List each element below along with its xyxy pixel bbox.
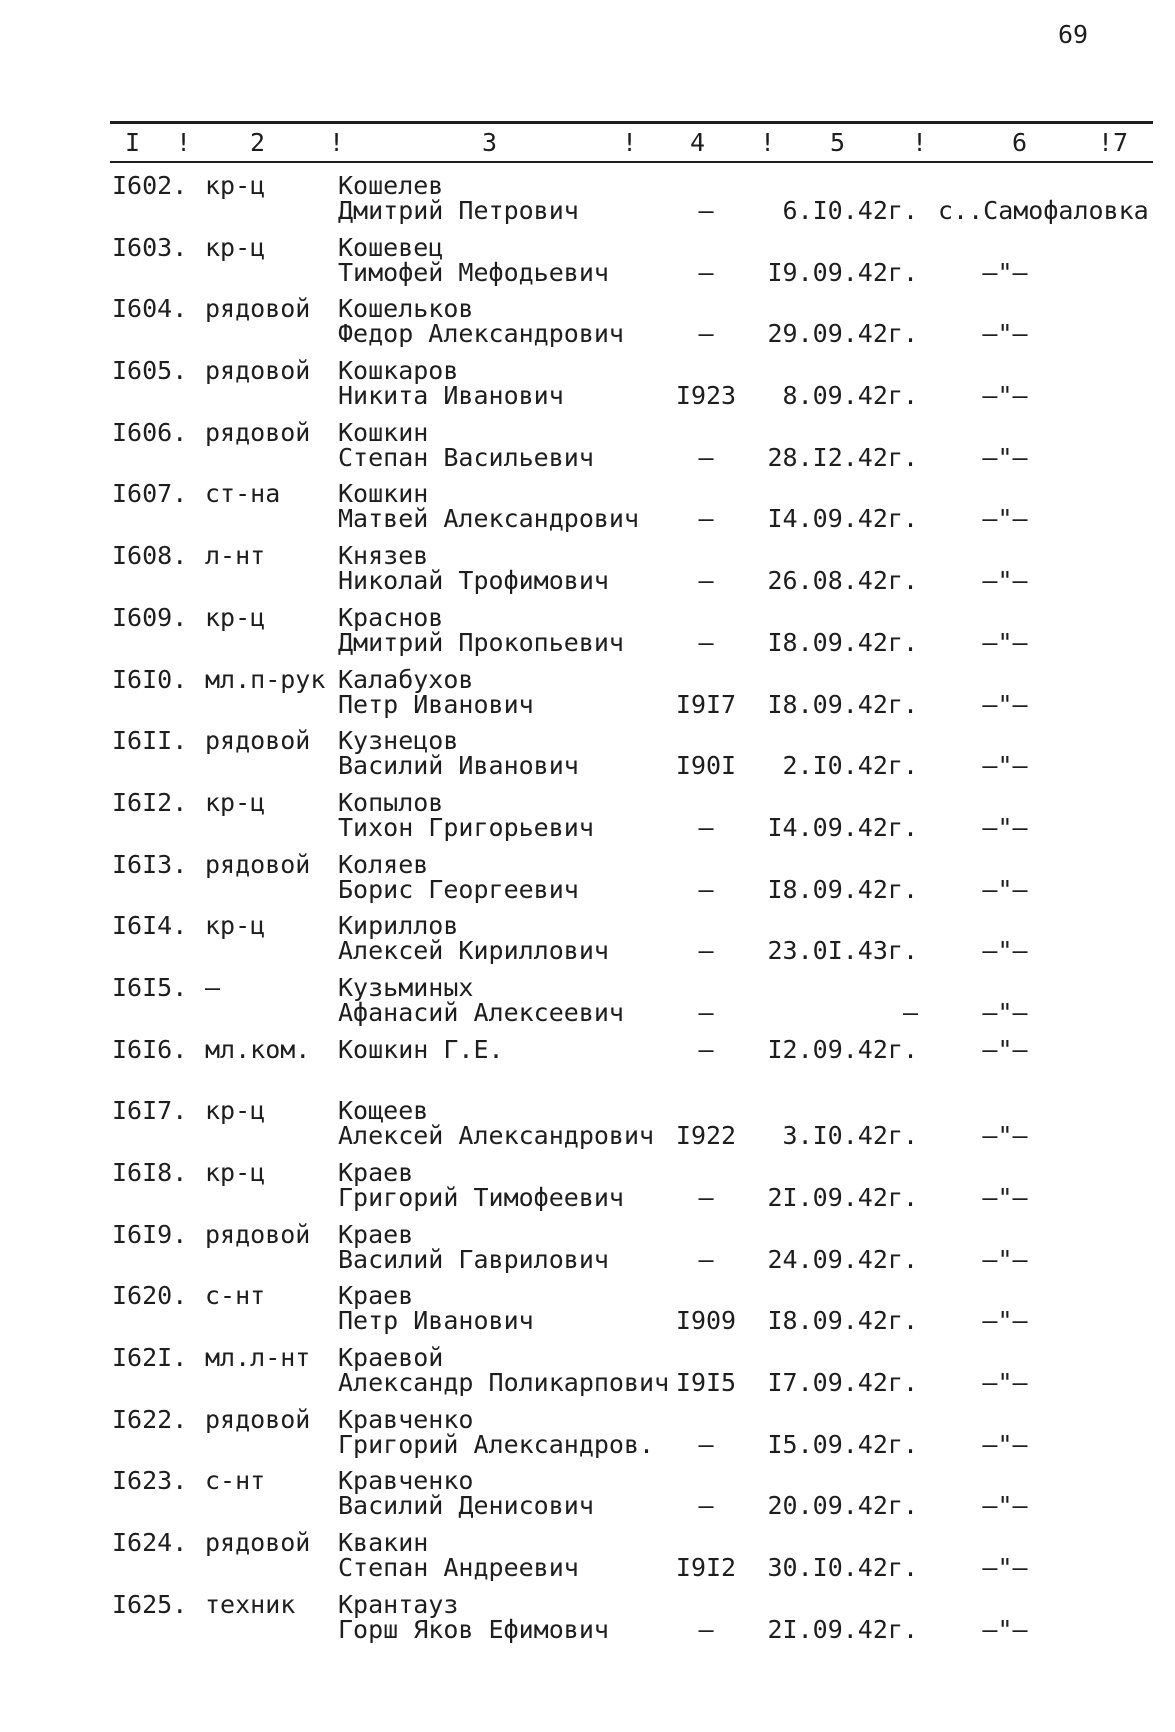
date: 29.09.42г. xyxy=(767,319,918,349)
surname: Краевой xyxy=(338,1343,444,1373)
rank: ст-на xyxy=(205,479,281,509)
rank: мл.ком. xyxy=(205,1034,311,1064)
rank: рядовой xyxy=(205,1219,311,1249)
surname: Крантауз xyxy=(338,1589,459,1619)
rank: рядовой xyxy=(205,726,311,756)
surname: Кошкин xyxy=(338,479,429,509)
surname: Краев xyxy=(338,1281,414,1311)
place: –"– xyxy=(982,566,1028,596)
birth-year: – xyxy=(698,319,714,349)
place: –"– xyxy=(982,1244,1028,1274)
place: –"– xyxy=(982,1183,1028,1212)
place: –"– xyxy=(982,997,1028,1027)
surname: Князев xyxy=(338,541,429,571)
date: 2I.09.42г. xyxy=(767,1183,918,1212)
date: I4.09.42г. xyxy=(767,812,918,842)
record-number: I622. xyxy=(112,1404,188,1434)
rank: рядовой xyxy=(205,849,311,879)
surname: Калабухов xyxy=(338,664,474,694)
rank: рядовой xyxy=(205,417,311,447)
record-number: I604. xyxy=(112,294,188,324)
given-name: Дмитрий Петрович xyxy=(338,196,579,225)
birth-year: – xyxy=(698,1429,714,1459)
rank: кр-ц xyxy=(205,1096,266,1126)
record-number: I602. xyxy=(112,171,188,200)
date: 2I.09.42г. xyxy=(767,1614,918,1644)
surname: Краев xyxy=(338,1219,414,1249)
given-name: Матвей Александрович xyxy=(338,504,640,534)
given-name: Алексей Александрович xyxy=(338,1121,655,1151)
surname: Коляев xyxy=(338,849,429,879)
given-name: Афанасий Алексеевич xyxy=(338,997,624,1027)
rank: кр-ц xyxy=(205,787,266,817)
birth-year: – xyxy=(698,504,714,534)
header-separator: ! xyxy=(329,128,345,157)
date: I4.09.42г. xyxy=(767,504,918,534)
given-name: Григорий Александров. xyxy=(338,1429,655,1459)
record-number: I62I. xyxy=(112,1343,188,1373)
birth-year: – xyxy=(698,1491,714,1521)
table-row xyxy=(0,727,1175,789)
place: –"– xyxy=(982,1491,1028,1521)
surname: Кравченко xyxy=(338,1466,474,1496)
table-row xyxy=(0,1282,1175,1344)
given-name: Горш Яков Ефимович xyxy=(338,1614,609,1644)
surname: Кошкин xyxy=(338,417,429,447)
header-separator: ! xyxy=(760,128,776,157)
date: 24.09.42г. xyxy=(767,1244,918,1274)
table-row xyxy=(0,1406,1175,1468)
surname: Кошкин Г.Е. xyxy=(338,1034,504,1064)
table-row xyxy=(0,666,1175,728)
place: –"– xyxy=(982,1614,1028,1644)
birth-year: I923 xyxy=(675,381,737,411)
table-top-rule xyxy=(110,121,1153,124)
given-name: Тимофей Мефодьевич xyxy=(338,257,609,287)
rank: кр-ц xyxy=(205,911,266,941)
rank: с-нт xyxy=(205,1281,266,1311)
birth-year: – xyxy=(698,936,714,966)
table-row xyxy=(0,1591,1175,1653)
birth-year: I9I2 xyxy=(675,1553,737,1583)
given-name: Василий Гаврилович xyxy=(338,1244,609,1274)
date: 20.09.42г. xyxy=(767,1491,918,1521)
table-header-rule xyxy=(110,161,1153,163)
given-name: Николай Трофимович xyxy=(338,566,609,596)
date: I9.09.42г. xyxy=(767,257,918,287)
rank: мл.п-рук xyxy=(205,664,326,694)
date: I8.09.42г. xyxy=(767,689,918,719)
record-number: I6I4. xyxy=(112,911,188,941)
table-row xyxy=(0,604,1175,666)
given-name: Тихон Григорьевич xyxy=(338,812,594,842)
rank: кр-ц xyxy=(205,171,266,200)
surname: Кошевец xyxy=(338,232,444,262)
given-name: Петр Иванович xyxy=(338,689,534,719)
table-row xyxy=(0,1344,1175,1406)
date: 30.I0.42г. xyxy=(767,1553,918,1583)
surname: Кравченко xyxy=(338,1404,474,1434)
place: –"– xyxy=(982,689,1028,719)
table-row xyxy=(0,295,1175,357)
birth-year: – xyxy=(698,1244,714,1274)
header-col-4: 4 xyxy=(690,128,706,157)
table-row xyxy=(0,851,1175,913)
header-col-6: 6 xyxy=(1012,128,1028,157)
place: –"– xyxy=(982,751,1028,781)
given-name: Григорий Тимофеевич xyxy=(338,1183,624,1212)
record-number: I609. xyxy=(112,602,188,632)
place: –"– xyxy=(982,1034,1028,1064)
table-row xyxy=(0,1221,1175,1283)
table-row xyxy=(0,1097,1175,1159)
date: 26.08.42г. xyxy=(767,566,918,596)
surname: Кощеев xyxy=(338,1096,429,1126)
birth-year: I922 xyxy=(675,1121,737,1151)
birth-year: – xyxy=(698,1183,714,1212)
rank: мл.л-нт xyxy=(205,1343,311,1373)
rank: кр-ц xyxy=(205,602,266,632)
place: –"– xyxy=(982,257,1028,287)
date: I8.09.42г. xyxy=(767,627,918,657)
record-number: I607. xyxy=(112,479,188,509)
birth-year: – xyxy=(698,1034,714,1064)
date: 3.I0.42г. xyxy=(782,1121,918,1151)
register-table-body xyxy=(0,172,1175,1653)
date: 6.I0.42г. xyxy=(782,196,918,225)
record-number: I6I5. xyxy=(112,972,188,1002)
rank: кр-ц xyxy=(205,1158,266,1187)
header-col-5: 5 xyxy=(830,128,846,157)
table-row xyxy=(0,1159,1175,1221)
birth-year: – xyxy=(698,874,714,904)
date: 2.I0.42г. xyxy=(782,751,918,781)
surname: Краев xyxy=(338,1158,414,1187)
rank: рядовой xyxy=(205,356,311,386)
given-name: Алексей Кириллович xyxy=(338,936,609,966)
place: –"– xyxy=(982,1306,1028,1336)
place: –"– xyxy=(982,627,1028,657)
rank: л-нт xyxy=(205,541,266,571)
record-number: I6I7. xyxy=(112,1096,188,1126)
birth-year: I9I7 xyxy=(675,689,737,719)
table-row xyxy=(0,357,1175,419)
birth-year: – xyxy=(698,196,714,225)
date: I5.09.42г. xyxy=(767,1429,918,1459)
table-row xyxy=(0,1529,1175,1591)
table-row xyxy=(0,542,1175,604)
given-name: Василий Иванович xyxy=(338,751,579,781)
rank: рядовой xyxy=(205,1528,311,1558)
given-name: Петр Иванович xyxy=(338,1306,534,1336)
rank: рядовой xyxy=(205,1404,311,1434)
record-number: I603. xyxy=(112,232,188,262)
place: –"– xyxy=(982,1121,1028,1151)
surname: Кошельков xyxy=(338,294,474,324)
birth-year: I90I xyxy=(675,751,737,781)
place: с..Самофаловка xyxy=(938,196,1149,225)
birth-year: – xyxy=(698,997,714,1027)
surname: Копылов xyxy=(338,787,444,817)
place: –"– xyxy=(982,442,1028,472)
table-row xyxy=(0,419,1175,481)
birth-year: – xyxy=(698,627,714,657)
given-name: Дмитрий Прокопьевич xyxy=(338,627,624,657)
rank: – xyxy=(205,972,221,1002)
record-number: I606. xyxy=(112,417,188,447)
given-name: Степан Васильевич xyxy=(338,442,594,472)
record-number: I624. xyxy=(112,1528,188,1558)
surname: Кошелев xyxy=(338,171,444,200)
surname: Краснов xyxy=(338,602,444,632)
date: I8.09.42г. xyxy=(767,874,918,904)
given-name: Василий Денисович xyxy=(338,1491,594,1521)
surname: Кошкаров xyxy=(338,356,459,386)
record-number: I623. xyxy=(112,1466,188,1496)
date: 23.0I.43г. xyxy=(767,936,918,966)
place: –"– xyxy=(982,1553,1028,1583)
header-col-1: I xyxy=(125,128,141,157)
table-row xyxy=(0,789,1175,851)
record-number: I6I3. xyxy=(112,849,188,879)
table-row xyxy=(0,912,1175,974)
given-name: Борис Георгеевич xyxy=(338,874,579,904)
header-separator: ! xyxy=(622,128,638,157)
birth-year: – xyxy=(698,812,714,842)
table-row xyxy=(0,1036,1175,1098)
surname: Кириллов xyxy=(338,911,459,941)
place: –"– xyxy=(982,812,1028,842)
given-name: Степан Андреевич xyxy=(338,1553,579,1583)
record-number: I620. xyxy=(112,1281,188,1311)
table-row xyxy=(0,974,1175,1036)
given-name: Федор Александрович xyxy=(338,319,624,349)
given-name: Александр Поликарпович xyxy=(338,1368,670,1398)
date: 8.09.42г. xyxy=(782,381,918,411)
given-name: Никита Иванович xyxy=(338,381,564,411)
record-number: I6I9. xyxy=(112,1219,188,1249)
surname: Кузьминых xyxy=(338,972,474,1002)
record-number: I6II. xyxy=(112,726,188,756)
place: –"– xyxy=(982,1368,1028,1398)
header-col-2: 2 xyxy=(250,128,266,157)
date: I8.09.42г. xyxy=(767,1306,918,1336)
date: – xyxy=(902,997,918,1027)
place: –"– xyxy=(982,874,1028,904)
table-row xyxy=(0,234,1175,296)
record-number: I605. xyxy=(112,356,188,386)
record-number: I6I2. xyxy=(112,787,188,817)
header-separator: ! xyxy=(176,128,192,157)
birth-year: – xyxy=(698,442,714,472)
birth-year: – xyxy=(698,257,714,287)
record-number: I625. xyxy=(112,1589,188,1619)
place: –"– xyxy=(982,1429,1028,1459)
record-number: I6I6. xyxy=(112,1034,188,1064)
date: I7.09.42г. xyxy=(767,1368,918,1398)
record-number: I6I0. xyxy=(112,664,188,694)
table-row xyxy=(0,172,1175,234)
header-col-3: 3 xyxy=(482,128,498,157)
date: I2.09.42г. xyxy=(767,1034,918,1064)
place: –"– xyxy=(982,936,1028,966)
rank: кр-ц xyxy=(205,232,266,262)
record-number: I6I8. xyxy=(112,1158,188,1187)
rank: с-нт xyxy=(205,1466,266,1496)
header-col-7: !7 xyxy=(1098,128,1129,157)
page-number: 69 xyxy=(1058,20,1089,49)
surname: Квакин xyxy=(338,1528,429,1558)
header-separator: ! xyxy=(912,128,928,157)
birth-year: – xyxy=(698,566,714,596)
record-number: I608. xyxy=(112,541,188,571)
birth-year: I909 xyxy=(675,1306,737,1336)
surname: Кузнецов xyxy=(338,726,459,756)
rank: техник xyxy=(205,1589,296,1619)
birth-year: I9I5 xyxy=(675,1368,737,1398)
place: –"– xyxy=(982,504,1028,534)
date: 28.I2.42г. xyxy=(767,442,918,472)
table-row xyxy=(0,1467,1175,1529)
place: –"– xyxy=(982,381,1028,411)
rank: рядовой xyxy=(205,294,311,324)
birth-year: – xyxy=(698,1614,714,1644)
place: –"– xyxy=(982,319,1028,349)
table-row xyxy=(0,480,1175,542)
